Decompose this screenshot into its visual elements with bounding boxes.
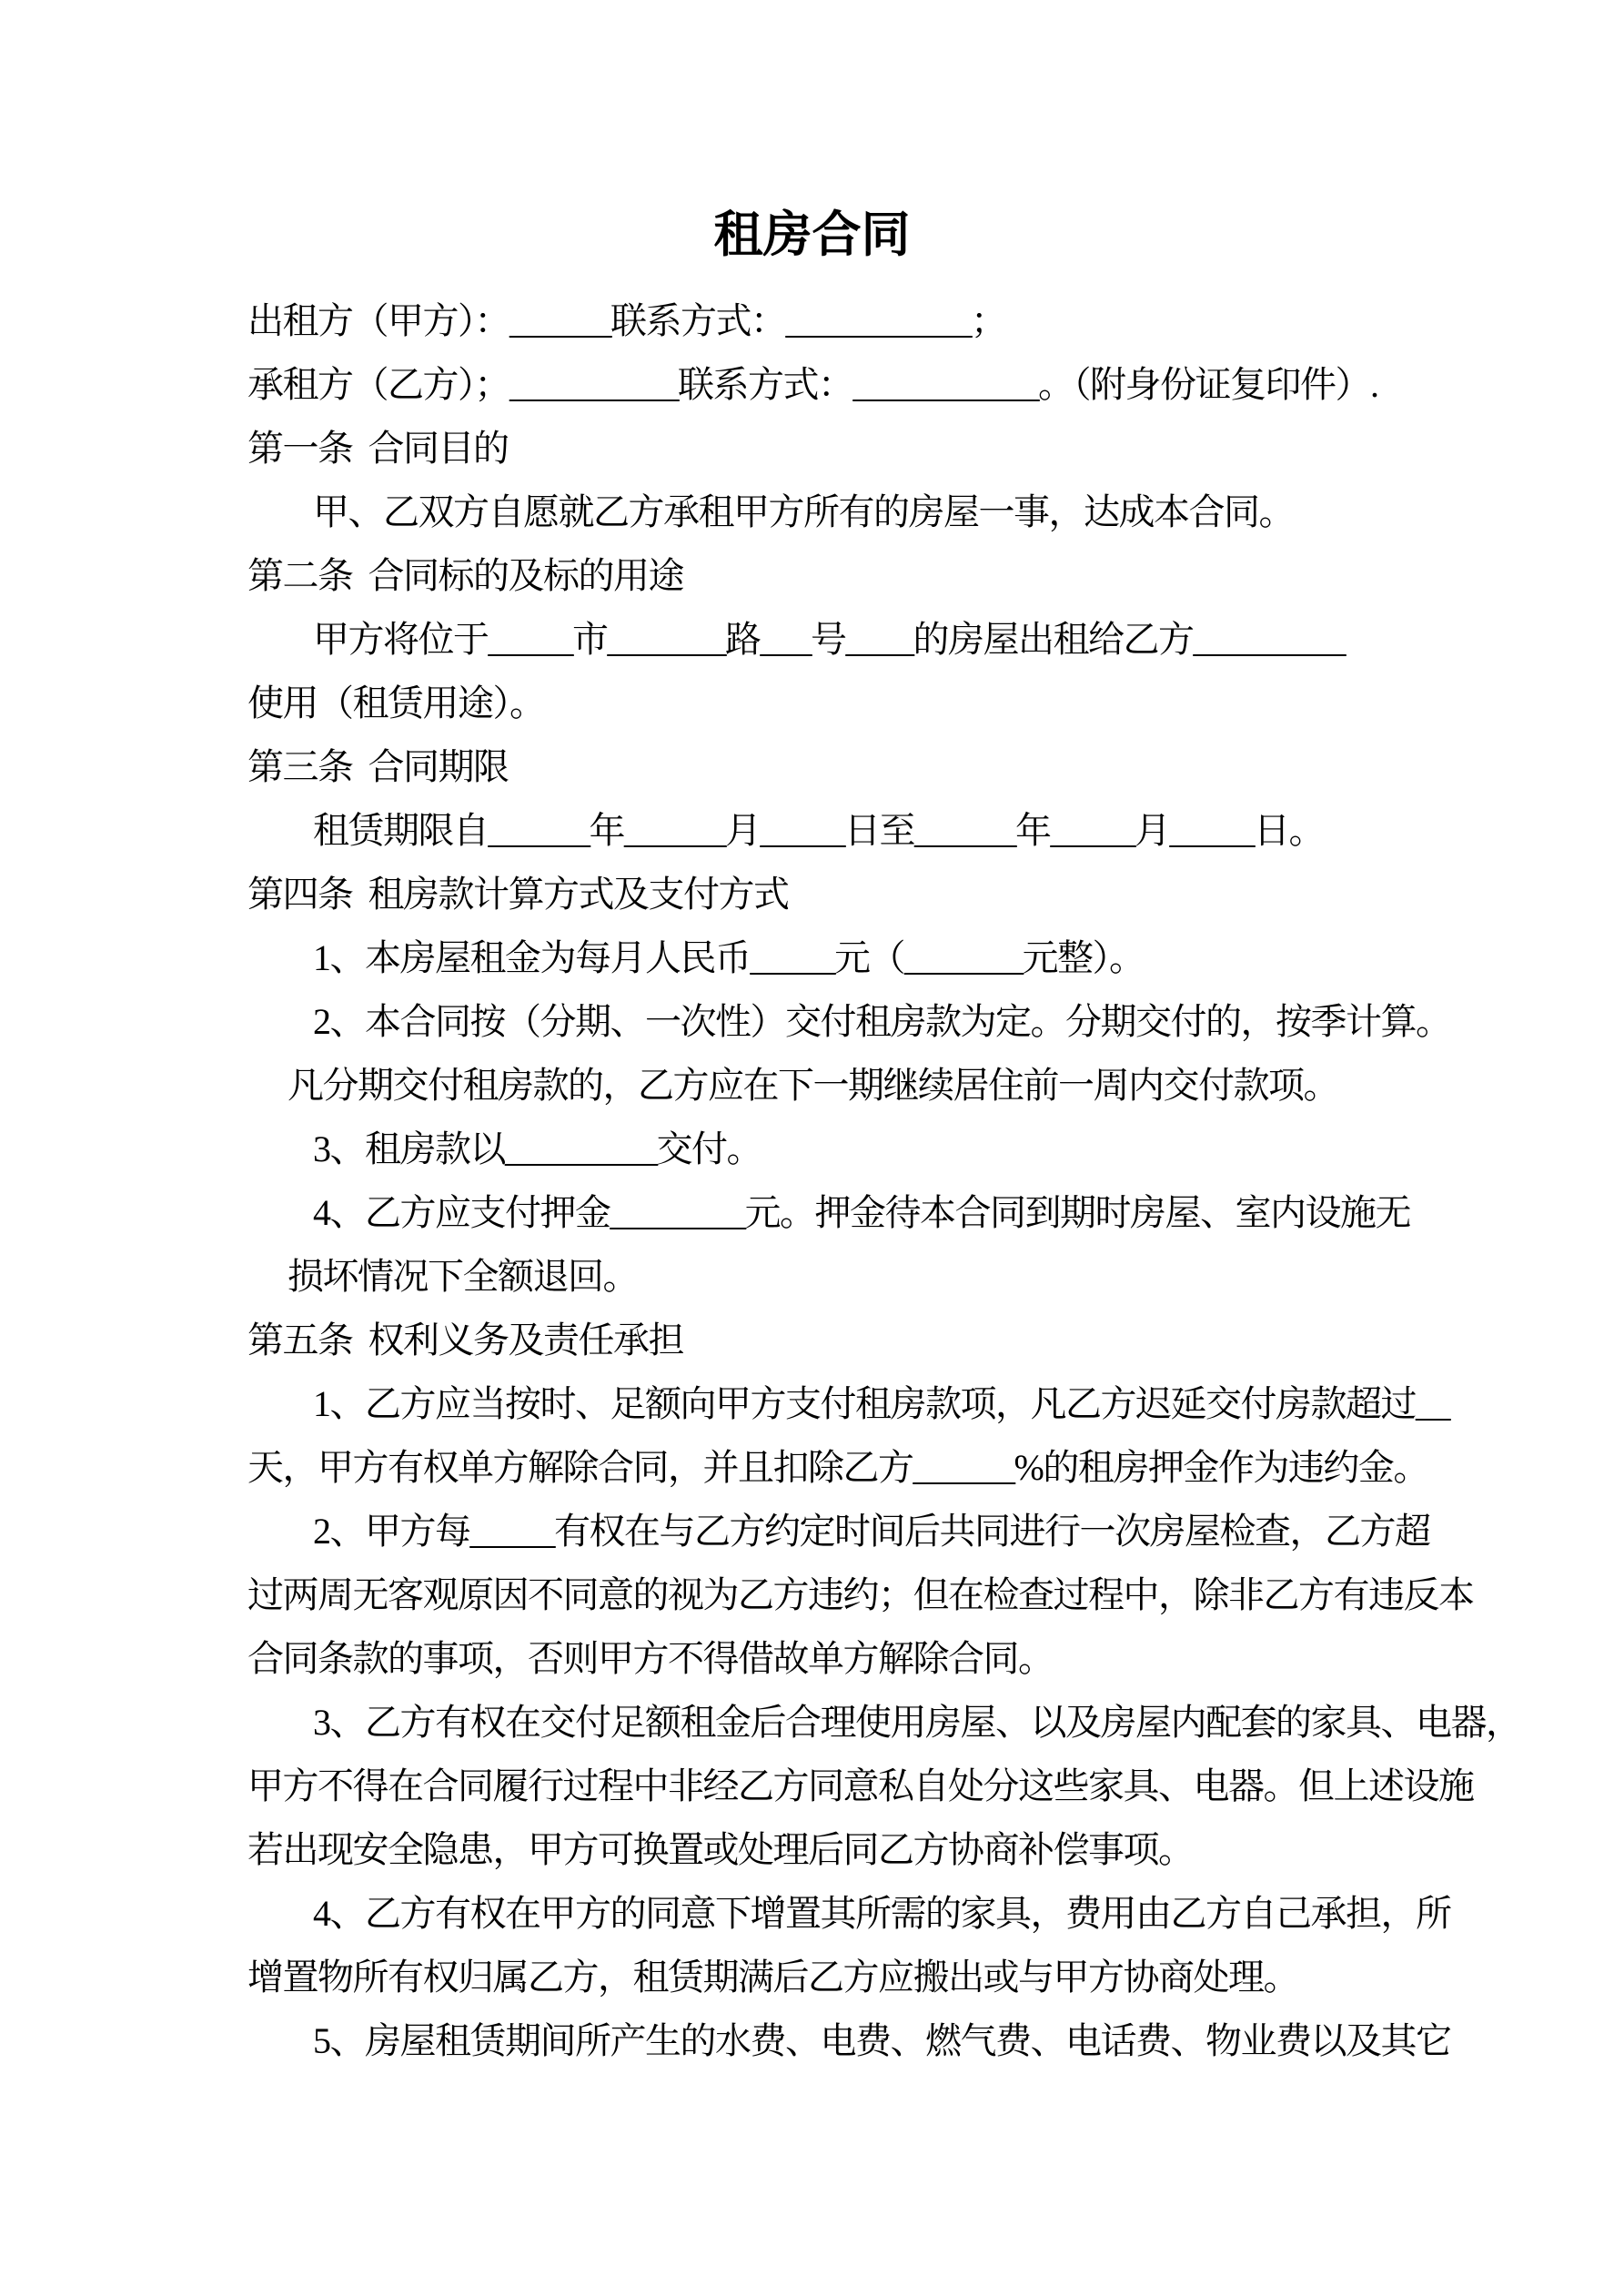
section-heading-4: 第四条 租房款计算方式及支付方式	[247, 874, 789, 915]
party-b-line: 承租方（乙方）；__________联系方式：___________。（附身份证复印件）.	[247, 364, 1378, 405]
contract-line: 甲方将位于_____市_______路___号____的房屋出租给乙方_________	[313, 619, 1345, 660]
contract-line: 若出现安全隐患，甲方可换置或处理后同乙方协商补偿事项。	[247, 1829, 1194, 1870]
contract-line: 凡分期交付租房款的，乙方应在下一期继续居住前一周内交付款项。	[287, 1065, 1338, 1106]
section-heading-3: 第三条 合同期限	[247, 746, 509, 787]
contract-body	[247, 289, 1558, 2073]
contract-line: 3、租房款以_________交付。	[313, 1128, 762, 1169]
contract-line: 合同条款的事项，否则甲方不得借故单方解除合同。	[247, 1638, 1054, 1679]
party-a-line: 出租方（甲方）：______联系方式：___________；	[247, 300, 1006, 341]
contract-line: 增置物所有权归属乙方，租赁期满后乙方应搬出或与甲方协商处理。	[247, 1957, 1298, 1998]
contract-line: 2、本合同按（分期、一次性）交付租房款为定。分期交付的，按季计算。	[313, 1001, 1451, 1042]
section-heading-1: 第一条 合同目的	[247, 428, 509, 469]
contract-line: 4、乙方应支付押金________元。押金待本合同到期时房屋、室内设施无	[313, 1192, 1410, 1233]
contract-line: 甲方不得在合同履行过程中非经乙方同意私自处分这些家具、电器。但上述设施	[247, 1765, 1474, 1806]
contract-line: 1、乙方应当按时、足额向甲方支付租房款项，凡乙方迟延交付房款超过__	[313, 1383, 1449, 1424]
contract-line: 1、本房屋租金为每月人民币_____元（_______元整）。	[313, 937, 1145, 978]
page-title: 租房合同	[713, 207, 911, 262]
contract-line: 过两周无客观原因不同意的视为乙方违约；但在检查过程中，除非乙方有违反本	[247, 1574, 1474, 1615]
contract-line: 租赁期限自______年______月_____日至______年_____月_____日。	[313, 810, 1324, 851]
contract-line: 使用（租赁用途）。	[247, 683, 545, 723]
contract-line: 4、乙方有权在甲方的同意下增置其所需的家具，费用由乙方自己承担，所	[313, 1893, 1451, 1934]
section-heading-5: 第五条 权利义务及责任承担	[247, 1320, 683, 1360]
contract-line: 损坏情况下全额退回。	[287, 1256, 638, 1297]
contract-line: 3、乙方有权在交付足额租金后合理使用房屋、以及房屋内配套的家具、电器，	[313, 1702, 1521, 1743]
contract-line: 天，甲方有权单方解除合同，并且扣除乙方______%的租房押金作为违约金。	[247, 1447, 1428, 1488]
section-heading-2: 第二条 合同标的及标的用途	[247, 555, 683, 596]
contract-line: 5、房屋租赁期间所产生的水费、电费、燃气费、电话费、物业费以及其它	[313, 2020, 1451, 2061]
contract-line: 甲、乙双方自愿就乙方承租甲方所有的房屋一事，达成本合同。	[313, 491, 1294, 532]
contract-line: 2、甲方每_____有权在与乙方约定时间后共同进行一次房屋检查，乙方超	[313, 1511, 1430, 1552]
